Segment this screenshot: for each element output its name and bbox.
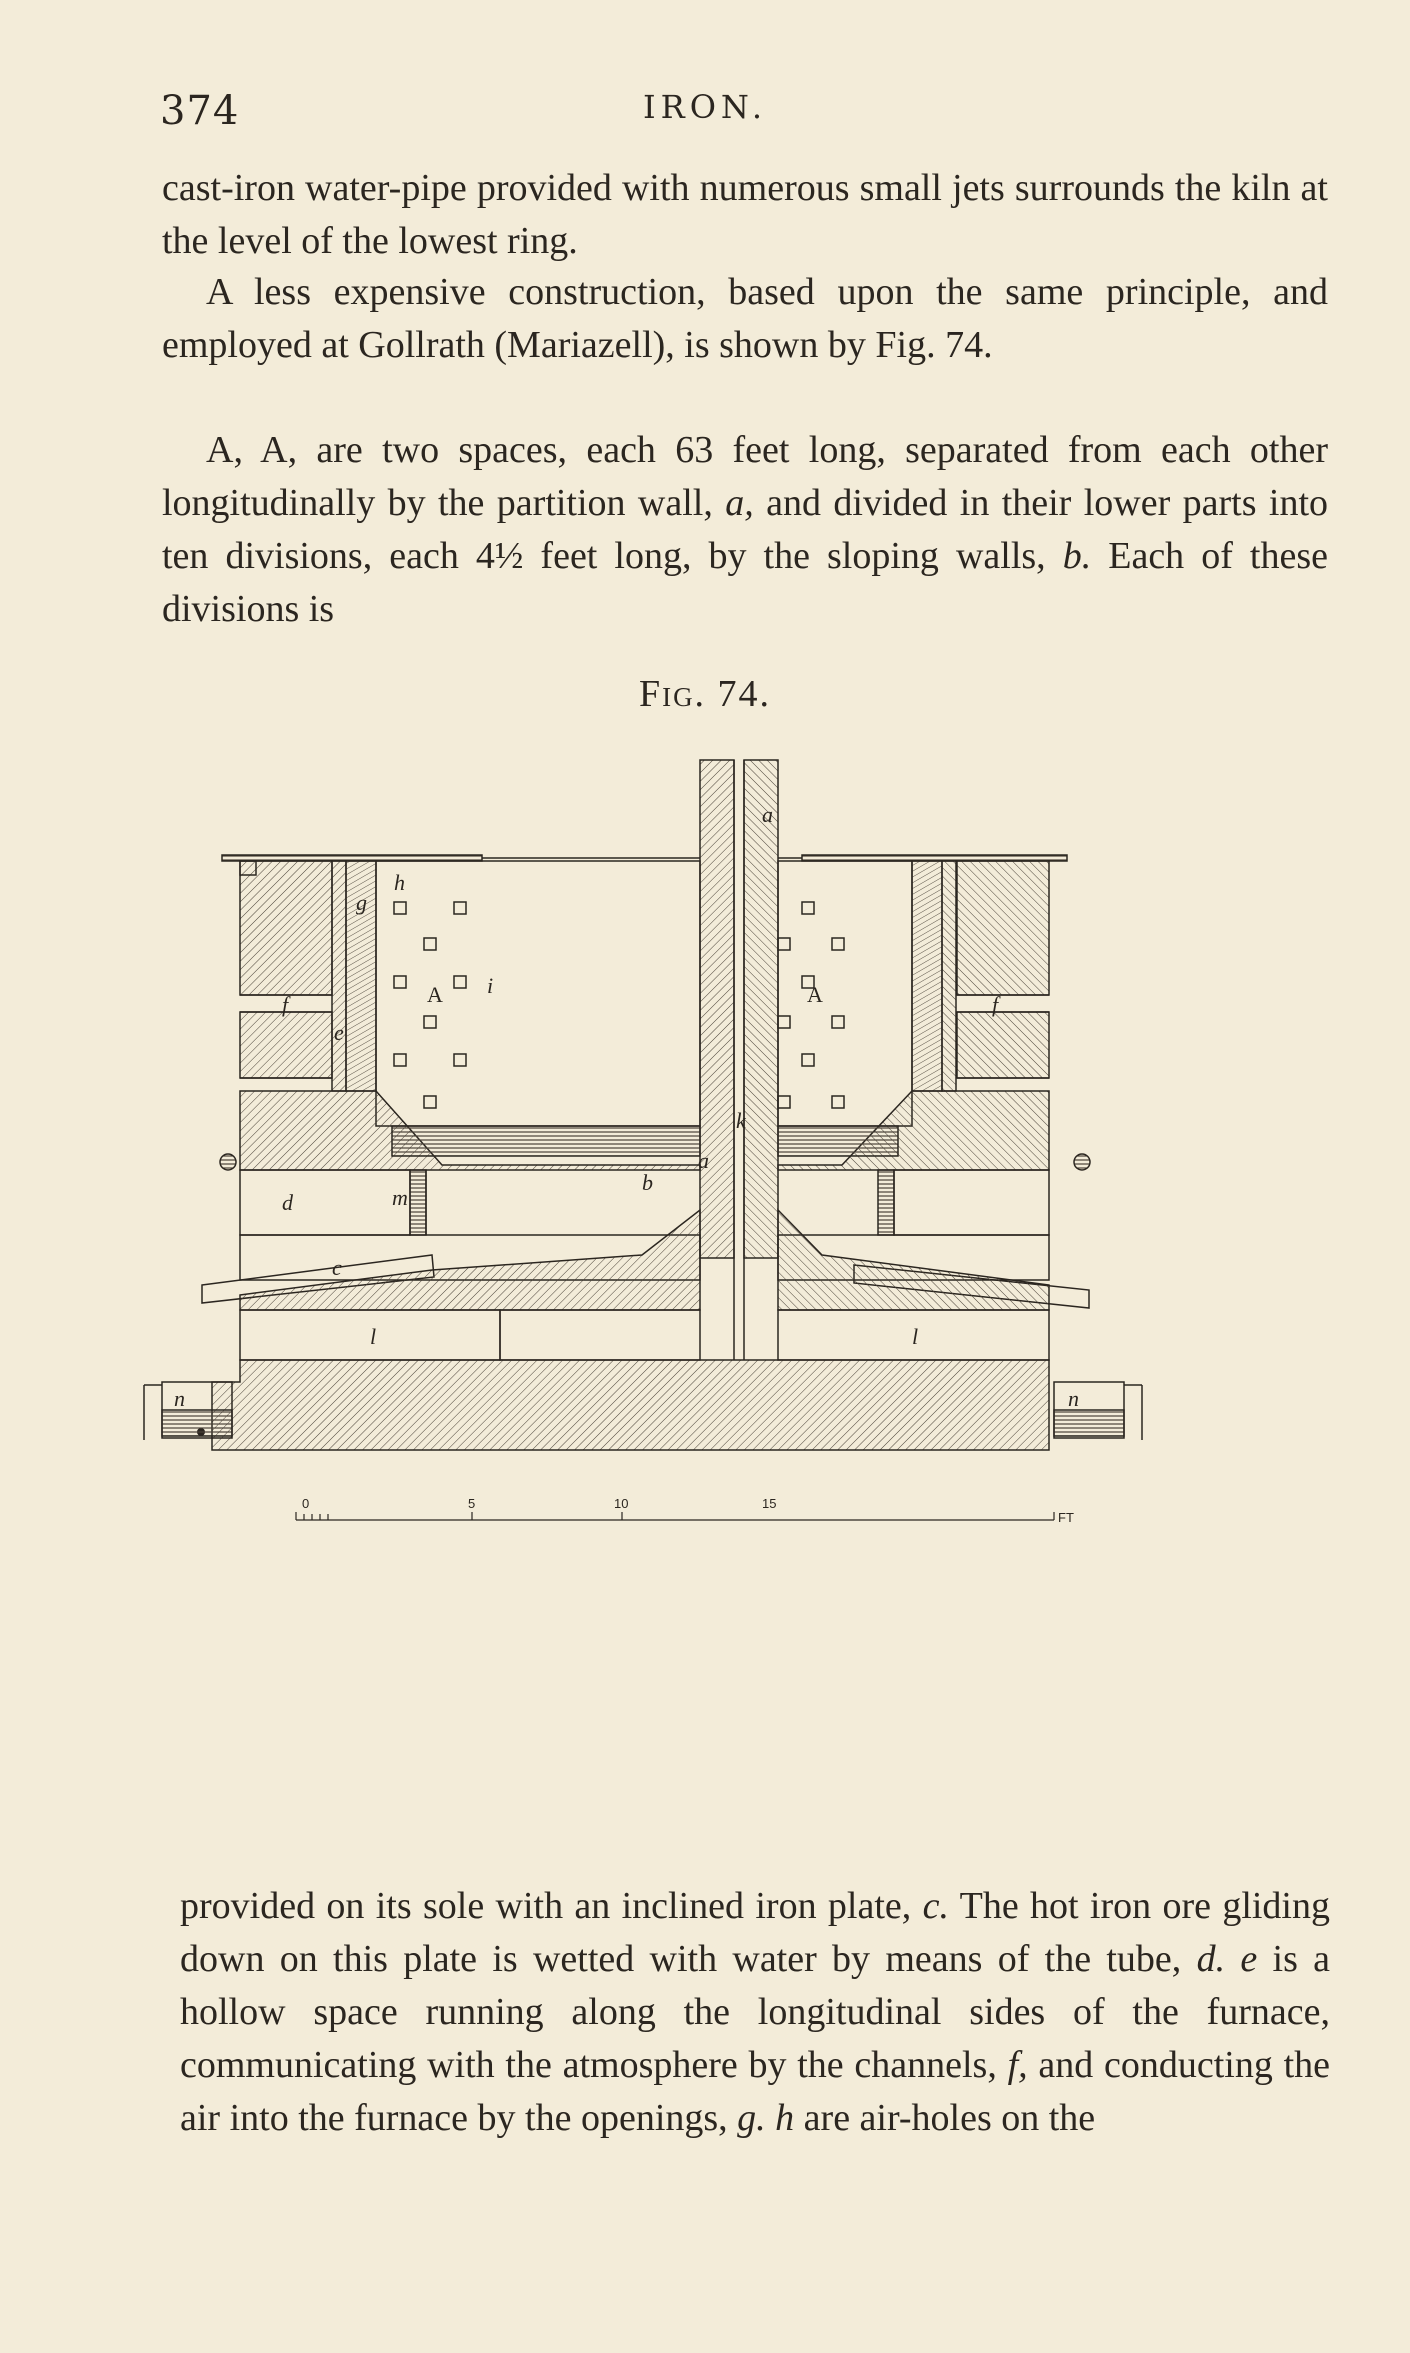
partition-wall-left [700,760,734,1258]
p3-text-a: are two spaces, each 63 feet long, separated from each other longitudinally by the partition wall, [162,429,1329,524]
label-A-left: A [427,982,443,1007]
figure-74-diagram [174,750,1292,1860]
label-f-right: f [992,992,999,1017]
chamber-left [376,861,700,1126]
label-c: c [332,1255,342,1280]
p4-text-a: provided on its sole with an inclined iron plate, [180,1885,923,1927]
label-b: b [642,1170,653,1195]
p3-lead: A, A, [206,429,298,471]
inner-wall-left [332,861,346,1091]
p4-italic-f: f, [1007,2044,1028,2086]
paragraph-3 [162,424,1328,636]
running-head: IRON. [642,88,768,126]
paragraph-2: A less expensive construction, based upon the same principle, and employed at Gollrath (Mariazell), is shown by Fig. 74. [162,271,1328,366]
furnace-section-svg [174,750,1292,1860]
scale-15: 15 [762,1496,777,1511]
paragraph-4 [180,1880,1330,2145]
pipe-d-left [220,1154,236,1170]
p3-text-c: Each of these divisions is [162,535,1328,630]
label-g: g [356,890,367,915]
label-n-right: n [1068,1386,1079,1411]
p4-space-1 [1225,1938,1240,1980]
inner-wall-right [942,861,956,1091]
pipe-d-right [1074,1154,1090,1170]
p4-text-d: and conducting the air into the furnace by the openings, [180,2044,1330,2139]
top-plate-left [222,855,482,861]
label-i: i [487,973,494,998]
label-d: d [282,1190,293,1215]
label-a: a [762,802,773,827]
p4-space-2 [766,2097,776,2139]
label-l-left: l [370,1324,377,1349]
figure-caption: Fig. 74. [638,673,772,715]
foundation [212,1360,1049,1450]
outer-wall-right [957,861,1049,995]
outer-wall-left [240,861,332,995]
partition-wall-right [744,760,778,1258]
chamber-right [778,861,912,1126]
p4-italic-g: g. [737,2097,766,2139]
scale-unit: FT [1058,1510,1074,1525]
label-l-right: l [912,1324,919,1349]
p3-text-b: and divided in their lower parts into ten divisions, each 4½ feet long, by the sloping walls, [162,482,1328,577]
label-a-low: a [698,1148,709,1173]
label-A-right: A [807,982,823,1007]
page-number: 374 [160,88,240,134]
label-f-left: f [282,992,289,1017]
p4-italic-h: h [775,2097,795,2139]
label-e: e [334,1020,344,1045]
label-k: k [736,1108,746,1133]
p3-italic-b: b. [1062,535,1092,577]
p4-italic-d: d. [1196,1938,1226,1980]
p4-italic-e: e [1240,1938,1258,1980]
label-n-left: n [174,1386,185,1411]
paragraph-1: cast-iron water-pipe provided with numerous small jets surrounds the kiln at the level of the lowest ring. [162,167,1328,262]
p4-text-b: The hot iron ore gliding down on this plate is wetted with water by means of the tube, [180,1885,1330,1980]
scale-0: 0 [302,1496,310,1511]
p4-italic-c: c. [922,1885,949,1927]
scale-bar [296,1512,1054,1520]
top-plate-right [802,855,1067,861]
p4-text-e: are air-holes on the [794,2097,1096,2139]
scale-5: 5 [468,1496,476,1511]
p3-italic-a: a, [725,482,754,524]
scale-10: 10 [614,1496,629,1511]
p4-text-c: is a hollow space running along the longitudinal sides of the furnace, communicating with the atmosphere by the channels, [180,1938,1331,2086]
label-m: m [392,1185,408,1210]
label-h: h [394,870,405,895]
